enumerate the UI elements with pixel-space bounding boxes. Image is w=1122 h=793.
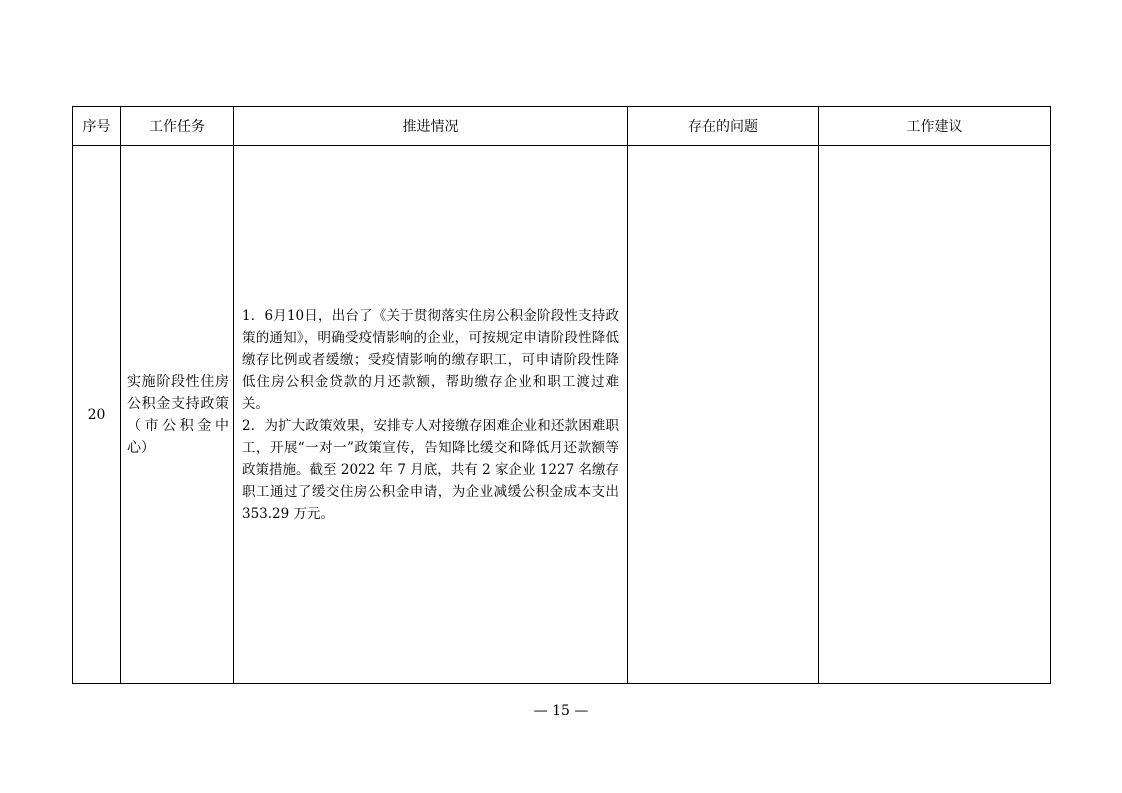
header-suggestions: 工作建议 xyxy=(819,107,1051,146)
header-seq: 序号 xyxy=(73,107,121,146)
page-number: — 15 — xyxy=(533,703,589,719)
header-progress: 推进情况 xyxy=(234,107,628,146)
table-row xyxy=(73,146,1051,684)
table-header-row xyxy=(73,107,1051,146)
progress-report-table xyxy=(72,106,1051,684)
header-task: 工作任务 xyxy=(121,107,234,146)
header-problems: 存在的问题 xyxy=(628,107,819,146)
cell-problems xyxy=(628,146,819,684)
progress-item-1: 1．6月10日，出台了《关于贯彻落实住房公积金阶段性支持政策的通知》，明确受疫情影响的企业，可按规定申请阶段性降低缴存比例或者缓缴；受疫情影响的缴存职工，可申请阶段性降低住房公积金贷款的月还款额，帮助缴存企业和职工渡过难关。 xyxy=(242,307,619,412)
cell-seq: 20 xyxy=(73,146,121,684)
cell-progress xyxy=(234,146,628,684)
progress-item-2: 2．为扩大政策效果，安排专人对接缴存困难企业和还款困难职工，开展“一对一”政策宣传，告知降比缓交和降低月还款额等政策措施。截至 2022 年 7 月底，共有 2 家企业 1227 名缴存职工通过了缓交住房公积金申请，为企业减缓公积金成本支出 353.29 万元。 xyxy=(242,417,619,522)
cell-suggestions xyxy=(819,146,1051,684)
cell-task: 实施阶段性住房公积金支持政策（市公积金中心） xyxy=(121,146,234,684)
